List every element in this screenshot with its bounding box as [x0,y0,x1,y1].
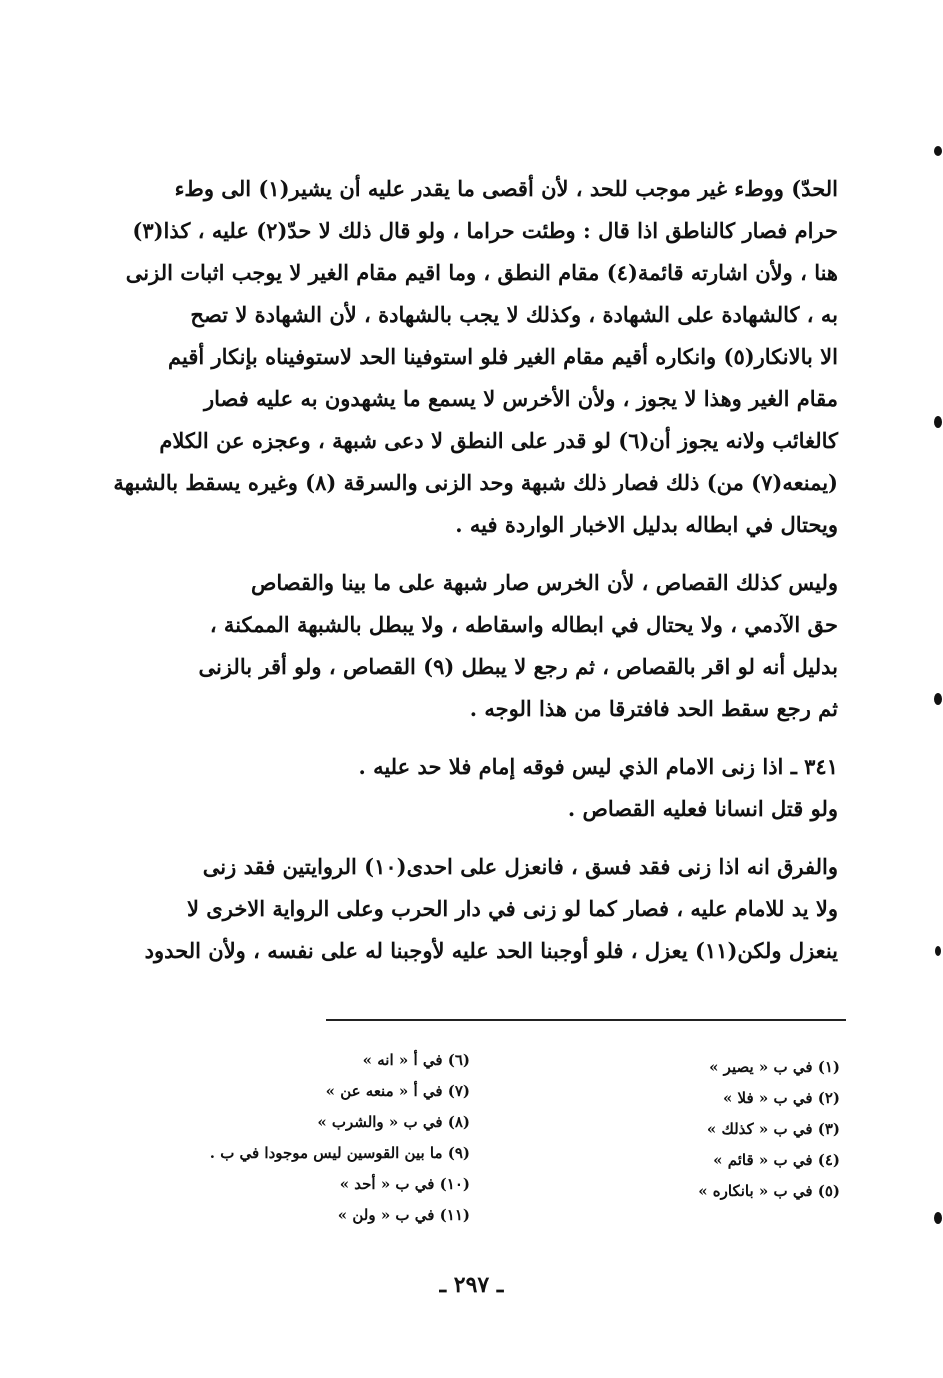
footnote: (٥) في ب « بانكاره » [698,1182,840,1200]
footnote-separator [326,1019,846,1021]
scan-mark [934,146,942,156]
footnote: (٦) في أ « انه » [362,1051,470,1069]
paragraph-gap [162,830,838,846]
main-text [113,168,838,972]
footnote: (٣) في ب « كذلك » [706,1120,840,1138]
footnote: (٤) في ب « قائم » [713,1151,840,1169]
text-line: به ، كالشهادة على الشهادة ، وكذلك لا يجب بالشهادة ، لأن الشهادة لا تصح [190,302,838,327]
footnote: (٢) في ب « فلا » [722,1089,840,1107]
text-line: والفرق انه اذا زنى فقد فسق ، فانعزل على احدى(١٠) الروايتين فقد زنى [202,854,838,879]
text-line: بدليل أنه لو اقر بالقصاص ، ثم رجع لا يبطل (٩) القصاص ، ولو أقر بالزنى [198,654,838,679]
paragraph-gap [162,730,838,746]
text-line: وليس كذلك القصاص ، لأن الخرس صار شبهة على ما بينا والقصاص [250,570,838,595]
text-line: حرام فصار كالناطق اذا قال : وطئت حراما ، ولو قال ذلك لا حدّ(٢) عليه ، كذا(٣) [132,218,838,243]
footnote: (٩) ما بين القوسين ليس موجودا في ب . [209,1144,470,1162]
paragraph-4 [144,846,838,972]
paragraph-gap [162,546,838,562]
page-number: ـ ٢٩٧ ـ [439,1272,504,1298]
text-line: ينعزل ولكن(١١) يعزل ، فلو أوجبنا الحد عليه لأوجبنا له على نفسه ، ولأن الحدود [144,938,838,963]
text-line: الا بالانكار(٥) وانكاره أقيم مقام الغير فلو استوفينا الحد لاستوفيناه بإنكار أقيم [168,344,838,369]
text-line: (يمنعه(٧) من) ذلك فصار ذلك شبهة وحد الزنى والسرقة (٨) وغيره يسقط بالشبهة [113,470,838,495]
footnote: (٧) في أ « منعه عن » [325,1082,470,1100]
text-line: الحدّ) ووطء غير موجب للحد ، لأن أقصى ما يقدر عليه أن يشير(١) الى وطء [174,176,838,201]
text-line: كالغائب ولانه يجوز أن(٦) لو قدر على النطق لا دعى شبهة ، وعجزه عن الكلام [159,428,838,453]
paragraph-1 [113,168,838,546]
footnote: (٨) في ب « والشرب » [317,1113,470,1131]
text-line: حق الآدمي ، ولا يحتال في ابطاله واسقاطه ، ولا يبطل بالشبهة الممكنة ، [209,612,838,637]
text-line: ولو قتل انسانا فعليه القصاص . [567,796,838,821]
text-line: مقام الغير وهذا لا يجوز ، ولأن الأخرس لا يسمع ما يشهدون به عليه فصار [203,386,838,411]
footnotes-column-left [180,1045,470,1231]
scan-mark [934,1212,942,1224]
text-line: هنا ، ولأن اشارته قائمة(٤) مقام النطق ، وما اقيم مقام الغير لا يوجب اثبات الزنى [125,260,838,285]
footnotes-column-right [660,1052,840,1207]
scan-mark [935,946,941,956]
text-line: ويحتال في ابطاله بدليل الاخبار الواردة فيه . [455,512,838,537]
scan-mark [934,416,942,428]
text-line: ثم رجع سقط الحد فافترقا من هذا الوجه . [469,696,838,721]
paragraph-2 [162,562,838,730]
footnote: (١) في ب « يصير » [709,1058,840,1076]
scan-mark [934,693,942,705]
footnote: (١١) في ب « ولن » [337,1206,470,1224]
text-line: ٣٤١ ـ اذا زنى الامام الذي ليس فوقه إمام فلا حد عليه . [358,754,838,779]
text-line: ولا يد للامام عليه ، فصار كما لو زنى في دار الحرب وعلى الرواية الاخرى لا [187,896,838,921]
paragraph-3 [162,746,838,830]
footnote: (١٠) في ب « أحد » [339,1175,470,1193]
